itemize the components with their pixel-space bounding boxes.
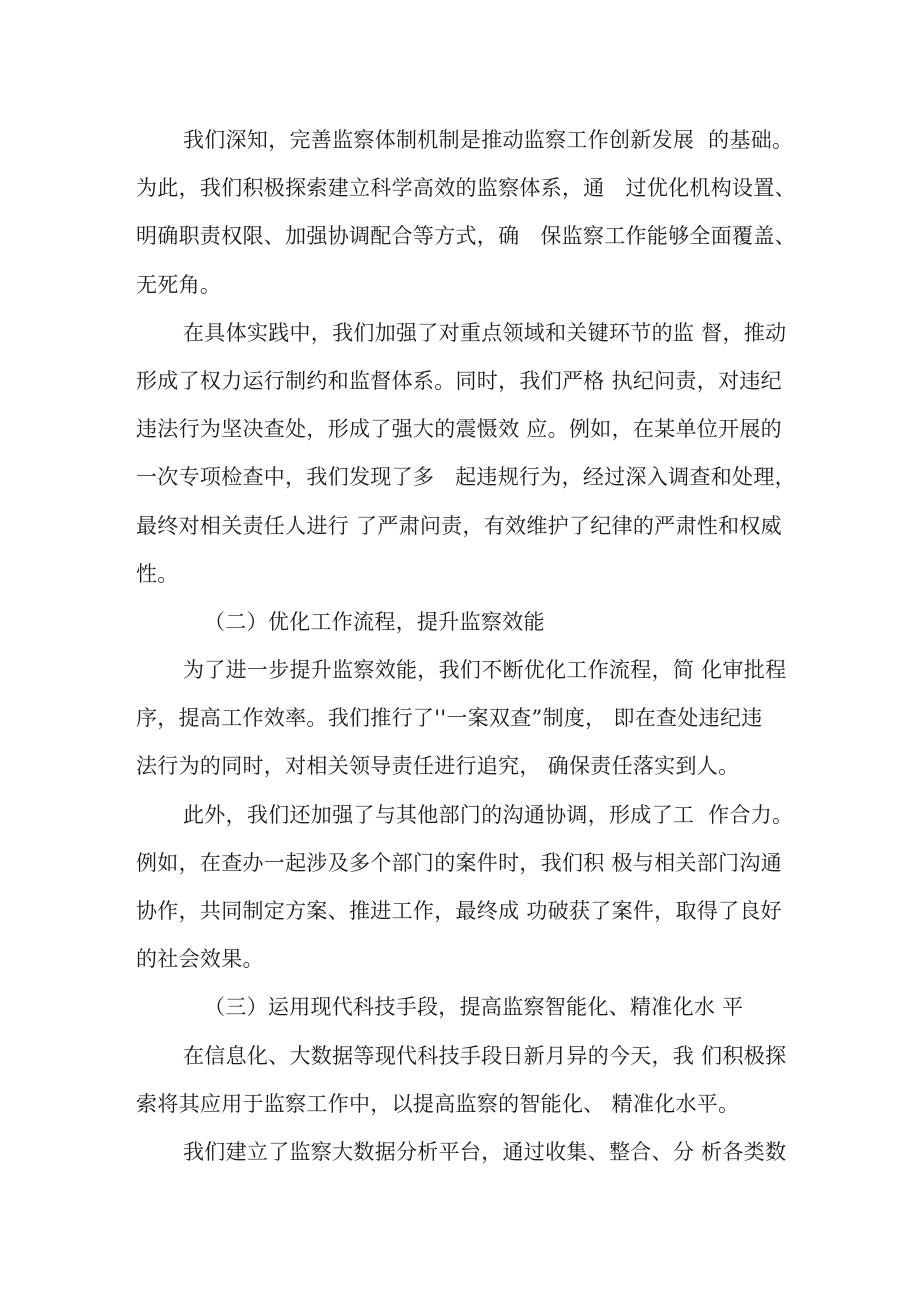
paragraph: [136, 1032, 798, 1128]
text-line: 违法行为坚决查处，形成了强大的震慑效 应。例如，在某单位开展的: [136, 417, 782, 442]
text-line: 例如，在查办一起涉及多个部门的案件时，我们积 极与相关部门沟通: [136, 850, 782, 875]
section-heading: [136, 598, 798, 646]
text-line: 法行为的同时，对相关领导责任进行追究， 确保责任落实到人。: [136, 754, 740, 779]
section-heading: [136, 983, 798, 1031]
text-line: 此外，我们还加强了与其他部门的沟通协调，形成了工 作合力。: [183, 802, 794, 827]
text-line: 无死角。: [136, 272, 222, 297]
paragraph: [136, 116, 798, 309]
text-line: 在信息化、大数据等现代科技手段日新月异的今天，我 们积极探: [183, 1043, 787, 1068]
paragraph: [136, 309, 798, 598]
text-line: 索将其应用于监察工作中，以提高监察的智能化、 精准化水平。: [136, 1091, 740, 1116]
text-line: 协作，共同制定方案、推进工作，最终成 功破获了案件，取得了良好: [136, 899, 782, 923]
text-line: 明确职责权限、加强协调配合等方式，确 保监察工作能够全面覆盖、: [136, 224, 796, 249]
text-line: 序，提高工作效率。我们推行了''一案双查”制度， 即在查处违纪违: [136, 706, 763, 731]
paragraph: [136, 791, 798, 984]
text-line: 性。: [136, 561, 179, 586]
paragraph: [136, 646, 798, 791]
text-line: 最终对相关责任人进行 了严肃问责，有效维护了纪律的严肃性和权威: [136, 513, 782, 538]
text-line: 我们建立了监察大数据分析平台，通过收集、整合、分 析各类数: [183, 1139, 787, 1164]
text-line: 为此，我们积极探索建立科学高效的监察体系，通 过优化机构设置、: [136, 176, 796, 201]
text-line: 形成了权力运行制约和监督体系。同时，我们严格 执纪问责，对违纪: [136, 368, 782, 393]
text-line: 的社会效果。: [136, 947, 264, 972]
heading-text: （二）优化工作流程，提升监察效能: [204, 609, 545, 634]
heading-text: （三）运用现代科技手段，提高监察智能化、精准化水 平: [204, 995, 744, 1020]
text-line: 在具体实践中，我们加强了对重点领域和关键环节的监 督，推动: [183, 320, 787, 345]
paragraph: [136, 1128, 798, 1176]
text-line: 我们深知，完善监察体制机制是推动监察工作创新发展 的基础。: [183, 128, 794, 152]
text-line: 一次专项检查中，我们发现了多 起违规行为，经过深入调查和处理，: [136, 465, 796, 490]
document-body: [136, 116, 798, 1176]
text-line: 为了进一步提升监察效能，我们不断优化工作流程，简 化审批程: [183, 658, 787, 683]
